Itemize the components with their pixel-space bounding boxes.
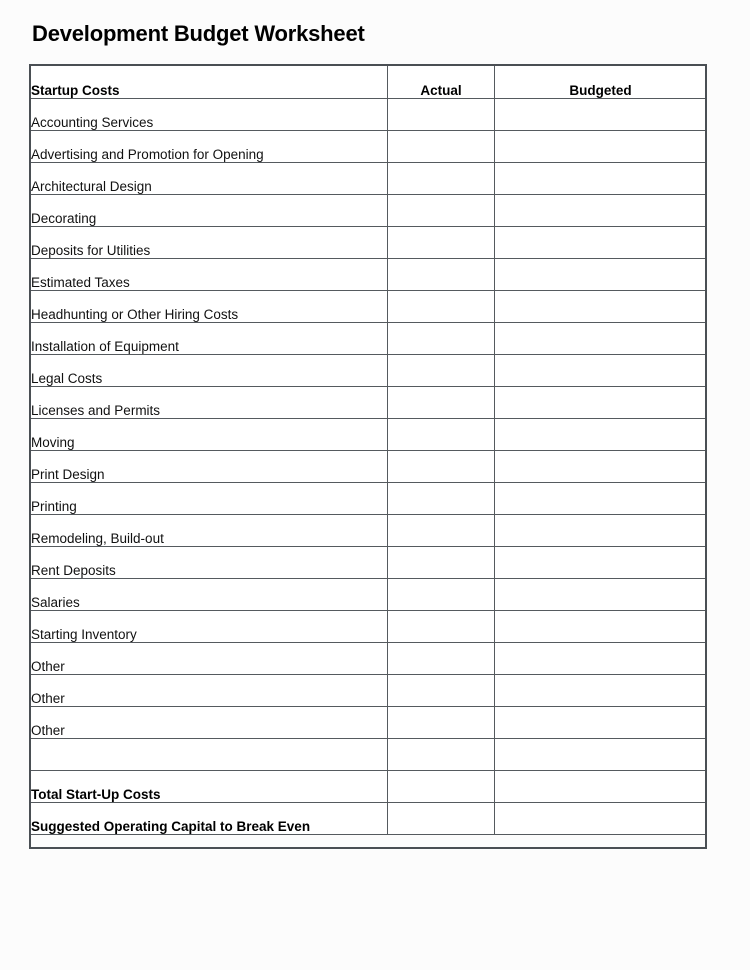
row-label: Remodeling, Build-out <box>31 515 388 547</box>
table-row <box>31 355 707 387</box>
development-budget-table <box>30 65 707 835</box>
row-label: Printing <box>31 483 388 515</box>
actual-value-cell[interactable] <box>388 259 495 291</box>
table-row <box>31 675 707 707</box>
table-row <box>31 611 707 643</box>
budgeted-value-cell[interactable] <box>495 323 707 355</box>
actual-value-cell[interactable] <box>388 227 495 259</box>
actual-value-cell[interactable] <box>388 611 495 643</box>
row-label: Moving <box>31 419 388 451</box>
table-row <box>31 739 707 771</box>
row-label: Starting Inventory <box>31 611 388 643</box>
table-row <box>31 291 707 323</box>
actual-value-cell[interactable] <box>388 547 495 579</box>
actual-value-cell[interactable] <box>388 387 495 419</box>
budgeted-value-cell[interactable] <box>495 99 707 131</box>
table-row <box>31 227 707 259</box>
row-label: Legal Costs <box>31 355 388 387</box>
budgeted-value-cell[interactable] <box>495 291 707 323</box>
row-label: Architectural Design <box>31 163 388 195</box>
budgeted-value-cell[interactable] <box>495 579 707 611</box>
row-label: Estimated Taxes <box>31 259 388 291</box>
table-row <box>31 547 707 579</box>
table-header-row <box>31 66 707 99</box>
budgeted-value-cell[interactable] <box>495 355 707 387</box>
actual-value-cell[interactable] <box>388 355 495 387</box>
table-row <box>31 323 707 355</box>
table-row <box>31 419 707 451</box>
actual-value-cell[interactable] <box>388 675 495 707</box>
table-row <box>31 131 707 163</box>
table-row <box>31 707 707 739</box>
row-label <box>31 739 388 771</box>
row-label: Deposits for Utilities <box>31 227 388 259</box>
row-label: Decorating <box>31 195 388 227</box>
actual-value-cell[interactable] <box>388 579 495 611</box>
budgeted-value-cell[interactable] <box>495 227 707 259</box>
table-body <box>31 99 707 835</box>
budgeted-value-cell[interactable] <box>495 611 707 643</box>
table-header <box>31 66 707 99</box>
row-label: Advertising and Promotion for Opening <box>31 131 388 163</box>
row-label: Salaries <box>31 579 388 611</box>
row-label: Total Start-Up Costs <box>31 771 388 803</box>
actual-value-cell[interactable] <box>388 195 495 227</box>
row-label: Print Design <box>31 451 388 483</box>
actual-value-cell[interactable] <box>388 451 495 483</box>
actual-value-cell[interactable] <box>388 739 495 771</box>
row-label: Headhunting or Other Hiring Costs <box>31 291 388 323</box>
actual-value-cell[interactable] <box>388 99 495 131</box>
budgeted-value-cell[interactable] <box>495 483 707 515</box>
column-header-startup-costs: Startup Costs <box>31 66 388 99</box>
actual-value-cell[interactable] <box>388 419 495 451</box>
table-row <box>31 643 707 675</box>
budgeted-value-cell[interactable] <box>495 739 707 771</box>
budgeted-value-cell[interactable] <box>495 387 707 419</box>
table-row <box>31 803 707 835</box>
table-row <box>31 163 707 195</box>
budgeted-value-cell[interactable] <box>495 643 707 675</box>
table-row <box>31 771 707 803</box>
budgeted-value-cell[interactable] <box>495 163 707 195</box>
budgeted-value-cell[interactable] <box>495 131 707 163</box>
budgeted-value-cell[interactable] <box>495 675 707 707</box>
budgeted-value-cell[interactable] <box>495 771 707 803</box>
column-header-budgeted: Budgeted <box>495 66 707 99</box>
actual-value-cell[interactable] <box>388 323 495 355</box>
actual-value-cell[interactable] <box>388 163 495 195</box>
budgeted-value-cell[interactable] <box>495 707 707 739</box>
row-label: Installation of Equipment <box>31 323 388 355</box>
actual-value-cell[interactable] <box>388 291 495 323</box>
row-label: Suggested Operating Capital to Break Even <box>31 803 388 835</box>
budgeted-value-cell[interactable] <box>495 451 707 483</box>
budgeted-value-cell[interactable] <box>495 515 707 547</box>
row-label: Accounting Services <box>31 99 388 131</box>
actual-value-cell[interactable] <box>388 643 495 675</box>
row-label: Other <box>31 707 388 739</box>
page-title: Development Budget Worksheet <box>32 21 365 46</box>
table-row <box>31 579 707 611</box>
actual-value-cell[interactable] <box>388 803 495 835</box>
actual-value-cell[interactable] <box>388 771 495 803</box>
actual-value-cell[interactable] <box>388 483 495 515</box>
row-label: Rent Deposits <box>31 547 388 579</box>
budgeted-value-cell[interactable] <box>495 547 707 579</box>
table-row <box>31 259 707 291</box>
table-row <box>31 515 707 547</box>
row-label: Other <box>31 675 388 707</box>
budgeted-value-cell[interactable] <box>495 419 707 451</box>
row-label: Licenses and Permits <box>31 387 388 419</box>
table-row <box>31 195 707 227</box>
actual-value-cell[interactable] <box>388 707 495 739</box>
table-row <box>31 483 707 515</box>
column-header-actual: Actual <box>388 66 495 99</box>
actual-value-cell[interactable] <box>388 131 495 163</box>
actual-value-cell[interactable] <box>388 515 495 547</box>
table-row <box>31 451 707 483</box>
budgeted-value-cell[interactable] <box>495 803 707 835</box>
budgeted-value-cell[interactable] <box>495 195 707 227</box>
row-label: Other <box>31 643 388 675</box>
budgeted-value-cell[interactable] <box>495 259 707 291</box>
table-row <box>31 99 707 131</box>
table-row <box>31 387 707 419</box>
